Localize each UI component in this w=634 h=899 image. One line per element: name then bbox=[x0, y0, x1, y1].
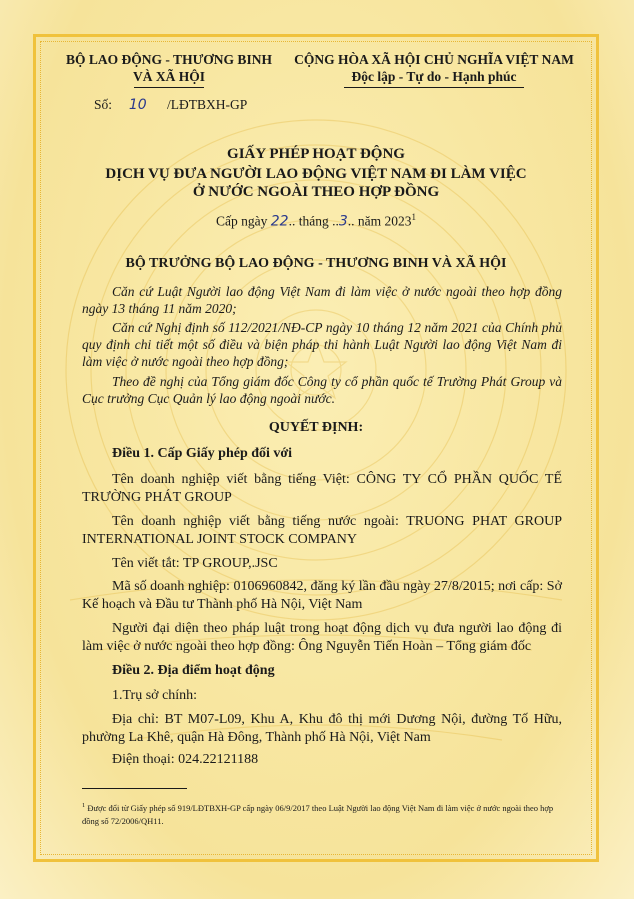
headquarters-address: Địa chỉ: BT M07-L09, Khu A, Khu đô thị mới Dương Nội, đường Tố Hữu, phường La Khê, quận Hà Đông, Thành phố Hà Nội, Việt Nam bbox=[82, 712, 562, 745]
issue-year-label: .. năm 2023 bbox=[347, 213, 412, 229]
company-name-vn: Tên doanh nghiệp viết bằng tiếng Việt: CÔNG TY CỔ PHẦN QUỐC TẾ TRƯỜNG PHÁT GROUP bbox=[82, 472, 562, 505]
headquarters-label: 1.Trụ sở chính: bbox=[112, 688, 198, 703]
company-tax-code: Mã số doanh nghiệp: 0106960842, đăng ký lần đầu ngày 27/8/2015; nơi cấp: Sở Kế hoạch và Đầu tư Thành phố Hà Nội, Việt Nam bbox=[82, 579, 562, 612]
issue-footnote-mark: 1 bbox=[411, 212, 416, 222]
number-handwritten: 10 bbox=[128, 97, 147, 113]
footnote-divider bbox=[82, 788, 187, 789]
legal-representative: Người đại diện theo pháp luật trong hoạt động dịch vụ đưa người lao động đi làm việc ở nước ngoài theo hợp đồng: Ông Nguyễn Tiến Hoàn – Tổng giám đốc bbox=[82, 621, 562, 654]
number-suffix: /LĐTBXH-GP bbox=[166, 97, 248, 112]
issue-month-label: .. tháng .. bbox=[288, 213, 339, 229]
issue-prefix: Cấp ngày bbox=[216, 213, 268, 229]
republic-name: CỘNG HÒA XÃ HỘI CHỦ NGHĨA VIỆT NAM bbox=[294, 52, 574, 67]
license-subtitle-2: Ở NƯỚC NGOÀI THEO HỢP ĐỒNG bbox=[192, 184, 440, 200]
minister-title: BỘ TRƯỞNG BỘ LAO ĐỘNG - THƯƠNG BINH VÀ XÃ HỘI bbox=[125, 256, 507, 271]
motto-underline bbox=[344, 87, 524, 88]
article-1-title: Điều 1. Cấp Giấy phép đối với bbox=[112, 446, 293, 461]
number-label: Số: bbox=[94, 97, 113, 112]
preamble-2: Căn cứ Nghị định số 112/2021/NĐ-CP ngày 10 tháng 12 năm 2021 của Chính phủ quy định chi tiết một số điều và biện pháp thi hành Luật Người lao động Việt Nam đi làm việc ở nước ngoài theo hợp đồng; bbox=[82, 320, 562, 369]
footnote-text: Được đổi từ Giấy phép số 919/LĐTBXH-GP cấp ngày 06/9/2017 theo Luật Người lao động Việt Nam đi làm việc ở nước ngoài theo hợp đồng số 72/2006/QH11. bbox=[82, 802, 554, 826]
ministry-underline bbox=[134, 87, 204, 88]
footnote-mark: 1 bbox=[82, 802, 86, 809]
company-name-foreign: Tên doanh nghiệp viết bằng tiếng nước ngoài: TRUONG PHAT GROUP INTERNATIONAL JOINT STOCK COMPANY bbox=[82, 514, 562, 547]
license-subtitle-1: DỊCH VỤ ĐƯA NGƯỜI LAO ĐỘNG VIỆT NAM ĐI LÀM VIỆC bbox=[105, 166, 527, 182]
republic-header bbox=[288, 51, 580, 88]
ministry-line-2: VÀ XÃ HỘI bbox=[132, 69, 205, 84]
footnote bbox=[82, 799, 562, 828]
issue-date bbox=[40, 212, 592, 230]
company-short-name: Tên viết tắt: TP GROUP,.JSC bbox=[112, 556, 278, 571]
decision-heading: QUYẾT ĐỊNH: bbox=[268, 420, 364, 435]
article-2-title: Điều 2. Địa điểm hoạt động bbox=[112, 663, 275, 678]
preamble-1: Căn cứ Luật Người lao động Việt Nam đi làm việc ở nước ngoài theo hợp đồng ngày 13 tháng 11 năm 2020; bbox=[82, 284, 562, 316]
ministry-header bbox=[58, 51, 280, 88]
license-title: GIẤY PHÉP HOẠT ĐỘNG bbox=[227, 146, 405, 162]
issue-month: 3 bbox=[338, 213, 348, 230]
ministry-line-1: BỘ LAO ĐỘNG - THƯƠNG BINH bbox=[66, 52, 272, 67]
national-motto: Độc lập - Tự do - Hạnh phúc bbox=[351, 69, 517, 84]
preamble-3: Theo đề nghị của Tổng giám đốc Công ty cổ phần quốc tế Trường Phát Group và Cục trưởng Cục Quản lý lao động ngoài nước. bbox=[82, 374, 562, 406]
document-number bbox=[94, 97, 247, 113]
issue-day: 22 bbox=[270, 213, 289, 230]
headquarters-phone: Điện thoại: 024.22121188 bbox=[112, 752, 259, 767]
